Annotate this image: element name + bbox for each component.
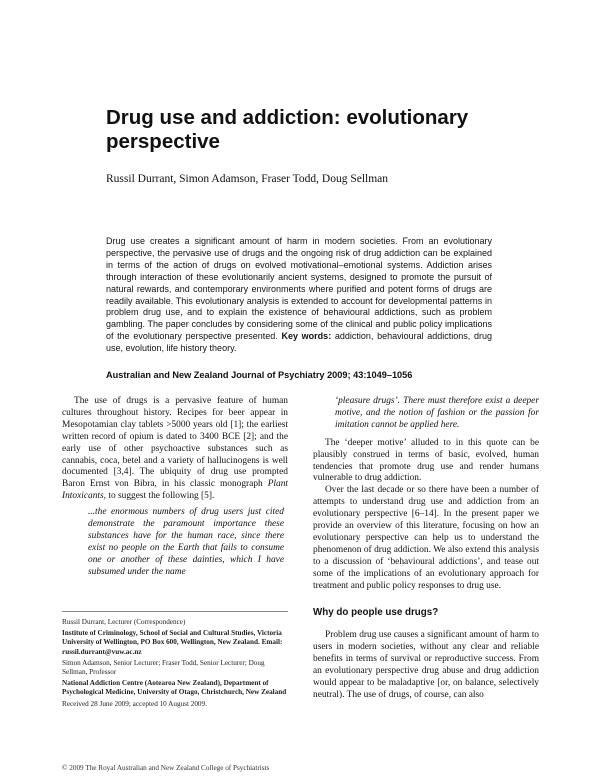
block-quote-continued: ‘pleasure drugs’. There must therefore exist a deeper motive, and the notion of fashion or the passion for imitation cannot be applied here. bbox=[335, 396, 539, 430]
paragraph-text: , to suggest the following [5]. bbox=[103, 491, 215, 502]
book-title: Plant Intoxicants bbox=[62, 479, 288, 502]
copyright-notice: © 2009 The Royal Australian and New Zealand College of Psychiatrists bbox=[62, 764, 270, 772]
block-quote: ...the enormous numbers of drug users just cited demonstrate the paramount importance these substances have for the human race, since there exist no people on the Earth that fails to consume one or another of these dainties, which I have subsumed under the name bbox=[88, 507, 284, 577]
footnote-correspondence: Russil Durrant, Lecturer (Correspondence) bbox=[62, 618, 186, 626]
paragraph-text: The use of drugs is a pervasive feature of human cultures throughout history. Recipes for beer appear in Mesopotamian clay tablets >5000 years old [1]; the earliest written record of opium is dated to 3400 BCE [2]; and the early use of other psychoactive substances such as cannabis, coca, betel and a variety of hallucinogens is well documented [3,4]. The ubiquity of drug use prompted Baron Ernst von Bibra, in his classic monograph bbox=[62, 396, 288, 490]
section-heading: Why do people use drugs? bbox=[313, 606, 439, 618]
footnote-divider bbox=[62, 611, 288, 612]
author-list: Russil Durrant, Simon Adamson, Fraser Todd, Doug Sellman bbox=[106, 173, 389, 185]
footnote-authors: Simon Adamson, Senior Lecturer; Fraser Todd, Senior Lecturer; Doug Sellman, Professor bbox=[62, 658, 265, 677]
body-column-right bbox=[313, 396, 539, 702]
footnote-affiliation: Institute of Criminology, School of Social and Cultural Studies, Victoria University of Wellington, PO Box 600, Wellington, New Zealand. Email: russil.durrant@vuw.ac.nz bbox=[62, 629, 283, 656]
body-paragraph: The ‘deeper motive’ alluded to in this quote can be plausibly construed in terms of basic, evolved, human tendencies that promote drug use and render humans vulnerable to drug addiction. bbox=[313, 437, 539, 484]
journal-citation: Australian and New Zealand Journal of Psychiatry 2009; 43:1049–1056 bbox=[106, 370, 413, 380]
body-paragraph bbox=[62, 396, 288, 503]
body-paragraph: Over the last decade or so there have been a number of attempts to understand drug use and addiction from an evolutionary perspective [6–14]. In the present paper we provide an overview of this literature, focusing on how an evolutionary perspective can help us to understand the phenomenon of drug addiction. We also extend this analysis to a discussion of ‘behavioural addictions’, and tease out some of the implications of an evolutionary approach for treatment and public policy responses to drug use. bbox=[313, 485, 539, 591]
paper-title: Drug use and addiction: evolutionary perspective bbox=[106, 106, 469, 153]
body-column-left bbox=[62, 396, 288, 579]
body-paragraph: Problem drug use causes a significant amount of harm to users in modern societies, without any clear and reliable benefits in terms of survival or reproductive success. From an evolutionary perspective drug abuse and drug addiction would appear to be maladaptive [or, on balance, selectively neutral). The use of drugs, of course, can also bbox=[313, 630, 539, 700]
abstract bbox=[106, 236, 492, 355]
keywords-label: Key words: bbox=[281, 331, 332, 342]
keywords: addiction, behavioural addictions, drug use, evolution, life history theory. bbox=[106, 331, 492, 354]
abstract-text: Drug use creates a significant amount of harm in modern societies. From an evolutionary perspective, the pervasive use of drugs and the ongoing risk of drug addiction can be explained in terms of the action of drugs on evolved motivational–emotional systems. Addiction arises through interaction of these evolutionarily ancient systems, designed to promote the pursuit of natural rewards, and contemporary environments where purified and potent forms of drugs are readily available. This evolutionary analysis is extended to account for developmental patterns in problem drug use, and to explain the existence of behavioural addictions, such as problem gambling. The paper concludes by considering some of the clinical and public policy implications of the evolutionary perspective presented. bbox=[106, 236, 492, 342]
author-footnotes bbox=[62, 618, 288, 711]
footnote-received: Received 28 June 2009; accepted 10 August 2009. bbox=[62, 699, 207, 708]
footnote-affiliation: National Addiction Centre (Aotearoa New Zealand), Department of Psychological Medicine, University of Otago, Christchurch, New Zealand bbox=[62, 679, 287, 697]
